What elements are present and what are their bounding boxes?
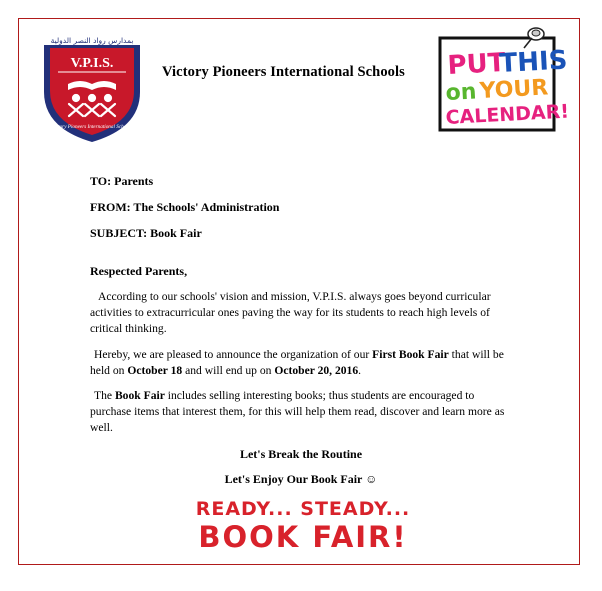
sticker-put: PUT [446, 48, 507, 81]
closing-break-routine: Let's Break the Routine [239, 447, 363, 461]
first-book-fair-text: First Book Fair [372, 348, 449, 361]
closing-enjoy-fair: Let's Enjoy Our Book Fair ☺ [224, 472, 378, 486]
greeting: Respected Parents, [90, 264, 188, 278]
sticker-calendar: CALENDAR! [445, 100, 570, 129]
school-crest-logo [38, 28, 146, 146]
paragraph-vision: According to our schools' vision and mission, V.P.I.S. always goes beyond curricular activities to extracurricular ones paving the way for its students to reach high levels of critical thinking. [90, 290, 491, 335]
crest-motto: Victory Pioneers International Schools [51, 124, 133, 130]
paragraph-announcement: Hereby, we are pleased to announce the organization of our First Book Fair that will be held on October 18 and will end up on October 20, 2016. [90, 348, 504, 377]
banner-line1: READY... STEADY... [195, 498, 411, 520]
start-date: October 18 [127, 364, 183, 377]
book-fair-text: Book Fair [114, 389, 165, 402]
paragraph-details: The Book Fair includes selling interesting books; thus students are encouraged to purchase items that interest them, for this will help them read, discover and learn more as well. [90, 389, 505, 434]
crest-arabic-text: بمدارس رواد النصر الدولية [50, 36, 134, 45]
sticker-this: THIS [498, 45, 569, 79]
school-name-heading: Victory Pioneers International Schools [162, 64, 405, 80]
put-this-on-your-calendar-sticker [436, 26, 570, 132]
ready-steady-book-fair-banner [188, 494, 418, 552]
memo-subject: SUBJECT: Book Fair [90, 226, 202, 240]
memo-to: TO: Parents [90, 174, 154, 188]
banner-line2: BOOK FAIR! [198, 520, 408, 554]
sticker-on: on [445, 79, 478, 106]
end-date: October 20, 2016 [274, 364, 359, 377]
crest-abbrev: V.P.I.S. [70, 56, 114, 71]
sticker-your: YOUR [479, 75, 549, 104]
memo-from: FROM: The Schools' Administration [90, 200, 280, 214]
